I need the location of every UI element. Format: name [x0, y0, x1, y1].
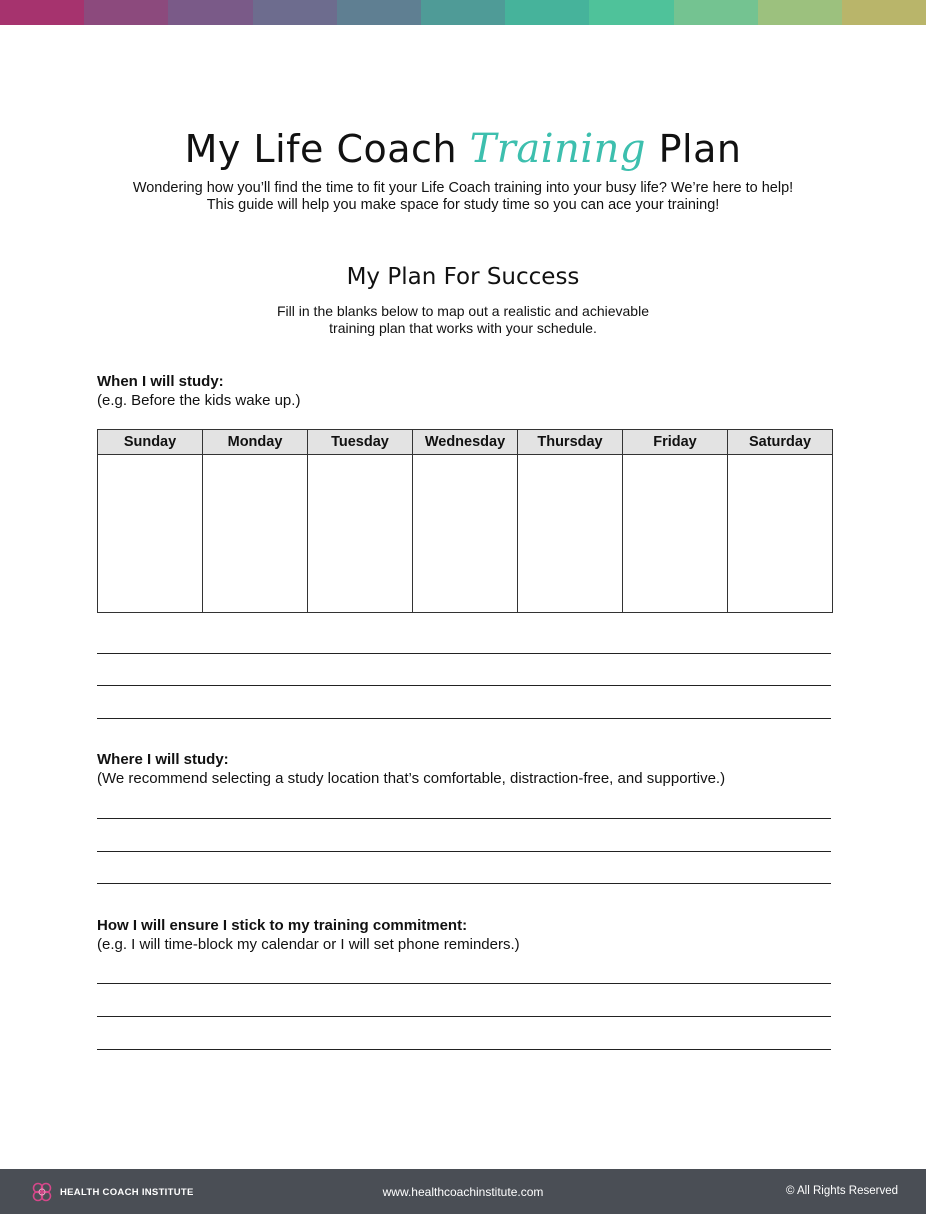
where-hint: (We recommend selecting a study location that’s comfortable, distraction-free, and supportive.)	[97, 770, 726, 787]
day-cell-row	[98, 455, 833, 613]
when-hint: (e.g. Before the kids wake up.)	[97, 392, 301, 409]
top-bar-segment	[337, 0, 421, 25]
day-header: Wednesday	[413, 430, 518, 455]
top-bar-segment	[758, 0, 842, 25]
intro-text	[0, 180, 926, 214]
where-answer-line-3[interactable]	[97, 883, 831, 884]
when-answer-line-2[interactable]	[97, 685, 831, 686]
top-bar-segment	[168, 0, 252, 25]
top-color-bar	[0, 0, 926, 25]
footer-url[interactable]: www.healthcoachinstitute.com	[382, 1185, 544, 1199]
day-header: Thursday	[518, 430, 623, 455]
intro-line-2: This guide will help you make space for study time so you can ace your training!	[206, 197, 720, 213]
top-bar-segment	[505, 0, 589, 25]
day-cell-monday[interactable]	[203, 455, 308, 613]
top-bar-segment	[0, 0, 84, 25]
day-cell-saturday[interactable]	[728, 455, 833, 613]
where-answer-line-2[interactable]	[97, 851, 831, 852]
top-bar-segment	[84, 0, 168, 25]
plan-title: My Plan For Success	[346, 264, 580, 290]
day-header: Tuesday	[308, 430, 413, 455]
how-answer-line-2[interactable]	[97, 1016, 831, 1017]
title-part-2: Plan	[658, 127, 742, 171]
when-answer-line-1[interactable]	[97, 653, 831, 654]
top-bar-segment	[253, 0, 337, 25]
plan-intro-line-2: training plan that works with your schedule.	[329, 320, 597, 336]
footer-rights: © All Rights Reserved	[785, 1185, 898, 1197]
day-cell-friday[interactable]	[623, 455, 728, 613]
intro-line-1: Wondering how you’ll find the time to fit your Life Coach training into your busy life? We’re here to help!	[132, 180, 794, 196]
day-cell-thursday[interactable]	[518, 455, 623, 613]
how-answer-line-1[interactable]	[97, 983, 831, 984]
day-header-row	[98, 430, 833, 455]
footer-bar	[0, 1169, 926, 1214]
day-header: Friday	[623, 430, 728, 455]
where-label: Where I will study:	[97, 751, 229, 768]
when-label: When I will study:	[97, 373, 224, 390]
day-cell-tuesday[interactable]	[308, 455, 413, 613]
title-part-1: My Life Coach	[184, 127, 458, 171]
day-header: Sunday	[98, 430, 203, 455]
plan-intro	[0, 303, 926, 337]
weekly-schedule-table	[97, 429, 833, 613]
how-answer-line-3[interactable]	[97, 1049, 831, 1050]
page-title	[0, 126, 926, 172]
top-bar-segment	[421, 0, 505, 25]
title-accent: Training	[469, 126, 646, 172]
how-hint: (e.g. I will time-block my calendar or I will set phone reminders.)	[97, 936, 520, 953]
day-cell-sunday[interactable]	[98, 455, 203, 613]
when-answer-line-3[interactable]	[97, 718, 831, 719]
top-bar-segment	[842, 0, 926, 25]
top-bar-segment	[589, 0, 673, 25]
day-header: Monday	[203, 430, 308, 455]
plan-intro-line-1: Fill in the blanks below to map out a realistic and achievable	[277, 303, 649, 319]
day-header: Saturday	[728, 430, 833, 455]
how-label: How I will ensure I stick to my training commitment:	[97, 917, 468, 934]
top-bar-segment	[674, 0, 758, 25]
where-answer-line-1[interactable]	[97, 818, 831, 819]
footer-brand-name: HEALTH COACH INSTITUTE	[60, 1186, 194, 1198]
day-cell-wednesday[interactable]	[413, 455, 518, 613]
